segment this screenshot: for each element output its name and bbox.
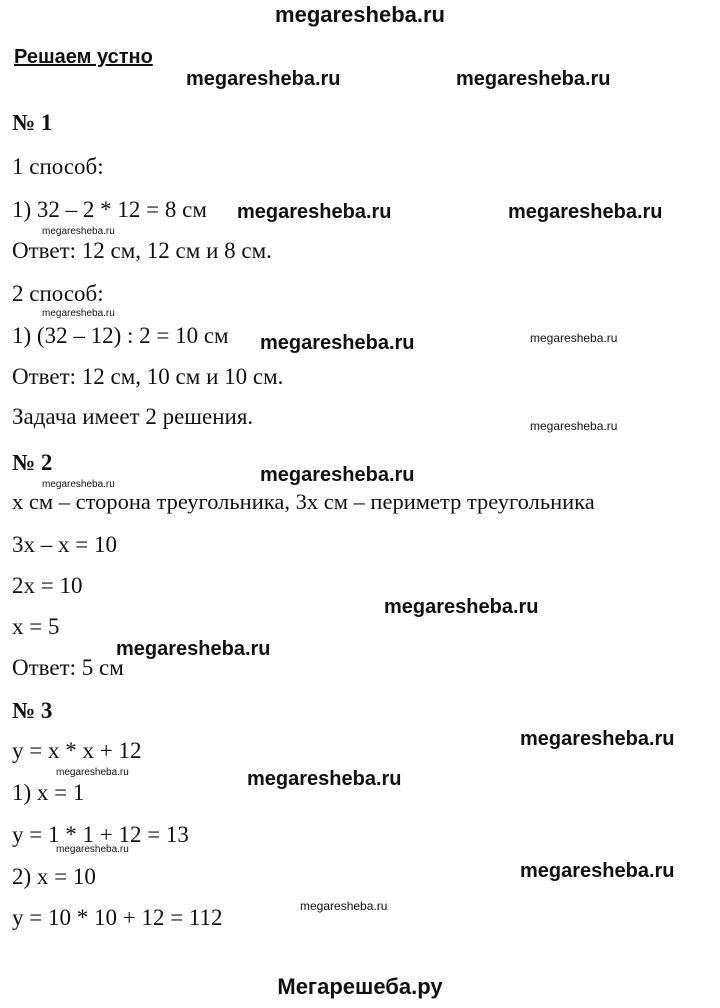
site-footer: Мегарешеба.ру [277, 974, 443, 999]
watermark: megaresheba.ru [260, 464, 415, 486]
task-1-line-4: 2 способ: [12, 281, 104, 306]
task-3-line-5: y = 10 * 10 + 12 = 112 [12, 905, 223, 930]
watermark: megaresheba.ru [300, 899, 388, 913]
watermark: megaresheba.ru [56, 767, 129, 778]
task-1-line-1: 1 способ: [12, 154, 104, 179]
task-3-line-1: y = x * x + 12 [12, 738, 142, 763]
task-1-line-7: Задача имеет 2 решения. [12, 404, 254, 429]
task-2-line-2: 3x – x = 10 [12, 532, 117, 557]
task-1-number: № 1 [12, 110, 53, 135]
task-2-line-3: 2x = 10 [12, 573, 83, 598]
watermark: megaresheba.ru [384, 596, 539, 618]
watermark: megaresheba.ru [116, 638, 271, 660]
watermark: megaresheba.ru [42, 308, 115, 319]
task-3-number: № 3 [12, 698, 53, 723]
watermark: megaresheba.ru [508, 201, 663, 223]
task-1-line-3: Ответ: 12 см, 12 см и 8 см. [12, 238, 272, 263]
watermark: megaresheba.ru [42, 479, 115, 490]
task-1-line-6: Ответ: 12 см, 10 см и 10 см. [12, 364, 284, 389]
site-header: megaresheba.ru [275, 2, 445, 27]
task-3-line-4: 2) x = 10 [12, 864, 96, 889]
task-2-number: № 2 [12, 450, 53, 475]
task-3-line-3: y = 1 * 1 + 12 = 13 [12, 822, 189, 847]
watermark: megaresheba.ru [56, 844, 129, 855]
task-2-line-1: x см – сторона треугольника, 3x см – периметр треугольника [12, 489, 595, 514]
task-2-line-5: Ответ: 5 см [12, 655, 124, 680]
watermark: megaresheba.ru [260, 332, 415, 354]
section-heading: Решаем устно [14, 46, 153, 68]
watermark: megaresheba.ru [530, 419, 618, 433]
task-1-line-5: 1) (32 – 12) : 2 = 10 см [12, 323, 229, 348]
task-2-line-4: x = 5 [12, 614, 60, 639]
task-3-line-2: 1) x = 1 [12, 780, 85, 805]
task-1-line-2: 1) 32 – 2 * 12 = 8 см [12, 197, 207, 222]
watermark: megaresheba.ru [456, 68, 611, 90]
watermark: megaresheba.ru [186, 68, 341, 90]
watermark: megaresheba.ru [42, 226, 115, 237]
watermark: megaresheba.ru [520, 728, 675, 750]
watermark: megaresheba.ru [520, 860, 675, 882]
watermark: megaresheba.ru [237, 201, 392, 223]
watermark: megaresheba.ru [530, 331, 618, 345]
watermark: megaresheba.ru [247, 768, 402, 790]
